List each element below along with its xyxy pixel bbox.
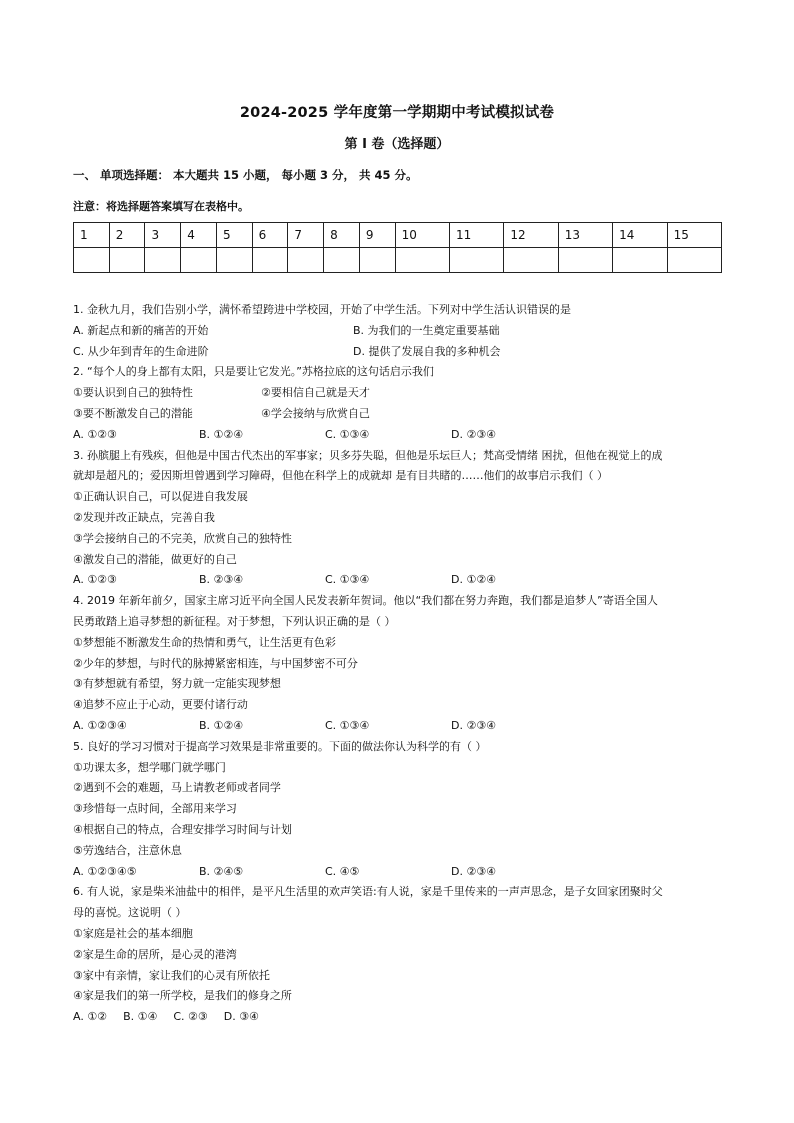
answer-number-cell: 2 (109, 223, 145, 248)
answer-number-cell: 10 (395, 223, 449, 248)
option-c: C. ④⑤ (325, 864, 360, 878)
statement: ②发现并改正缺点，完善自我 (73, 510, 215, 524)
option-d: D. ②③④ (451, 864, 497, 878)
statement: ③学会接纳自己的不完美，欣赏自己的独特性 (73, 531, 292, 545)
answer-number-cell: 6 (252, 223, 288, 248)
answer-number-cell: 15 (667, 223, 721, 248)
statement: ③家中有亲情，家让我们的心灵有所依托 (73, 968, 270, 982)
answer-table-header-row (74, 223, 722, 248)
answer-blank-cell[interactable] (504, 248, 558, 273)
answer-number-cell: 9 (359, 223, 395, 248)
question-options (73, 321, 723, 342)
statement: ④学会接纳与欣赏自己 (261, 406, 370, 420)
statement: ②家是生命的居所，是心灵的港湾 (73, 947, 237, 961)
question-options (73, 342, 723, 363)
statement: ①梦想能不断激发生命的热情和勇气，让生活更有色彩 (73, 635, 336, 649)
answer-number-cell: 11 (450, 223, 504, 248)
statement: ①功课太多，想学哪门就学哪门 (73, 760, 226, 774)
question-options (73, 425, 723, 446)
statement: ④激发自己的潜能，做更好的自己 (73, 552, 237, 566)
option-c: C. ①③④ (325, 718, 370, 732)
option-c: C. ①③④ (325, 573, 370, 587)
option-a: A. 新起点和新的痛苦的开始 (73, 323, 209, 337)
questions (73, 300, 723, 1028)
question-stem: 4. 2019 年新年前夕，国家主席习近平向全国人民发表新年贺词。他以“我们都在努力奔跑，我们都是追梦人”寄语全国人 (73, 594, 658, 608)
statement: ②少年的梦想，与时代的脉搏紧密相连，与中国梦密不可分 (73, 656, 358, 670)
answer-number-cell: 5 (216, 223, 252, 248)
answer-blank-cell[interactable] (216, 248, 252, 273)
statement-row (73, 404, 723, 425)
answer-blank-cell[interactable] (558, 248, 612, 273)
option-b: B. ①②④ (199, 427, 244, 441)
statement: ②遇到不会的难题，马上请教老师或者同学 (73, 781, 281, 795)
answer-number-cell: 7 (288, 223, 324, 248)
answer-blank-cell[interactable] (613, 248, 667, 273)
option-d: D. ②③④ (451, 427, 497, 441)
answer-blank-cell[interactable] (359, 248, 395, 273)
exam-subtitle: 第 I 卷（选择题） (344, 137, 450, 152)
statement: ①正确认识自己，可以促进自我发展 (73, 490, 248, 504)
option-c: C. ①③④ (325, 427, 370, 441)
question-stem: 5. 良好的学习习惯对于提高学习效果是非常重要的。下面的做法你认为科学的有（ ） (73, 739, 487, 753)
option-b: B. ①②④ (199, 718, 244, 732)
answer-blank-cell[interactable] (450, 248, 504, 273)
answer-table-blank-row (74, 248, 722, 273)
answer-note: 注意：将选择题答案填写在表格中。 (73, 200, 249, 213)
answer-blank-cell[interactable] (74, 248, 110, 273)
option-a: A. ①②③④⑤ (73, 864, 137, 878)
answer-blank-cell[interactable] (324, 248, 360, 273)
question-options (73, 716, 723, 737)
statement: ④追梦不应止于心动，更要付诸行动 (73, 698, 248, 712)
option-d: D. 提供了发展自我的多种机会 (353, 344, 501, 358)
statement: ①要认识到自己的独特性 (73, 386, 193, 400)
question-stem: 3. 孙膑腿上有残疾，但他是中国古代杰出的军事家；贝多芬失聪，但他是乐坛巨人；梵高受情绪 困扰，但他在视觉上的成 (73, 448, 663, 462)
question-stem: 2. “每个人的身上都有太阳，只是要让它发光。”苏格拉底的这句话启示我们 (73, 365, 434, 379)
answer-number-cell: 14 (613, 223, 667, 248)
statement-row (73, 383, 723, 404)
answer-blank-cell[interactable] (252, 248, 288, 273)
answer-table (73, 222, 722, 273)
answer-blank-cell[interactable] (109, 248, 145, 273)
answer-blank-cell[interactable] (181, 248, 217, 273)
statement: ④根据自己的特点，合理安排学习时间与计划 (73, 822, 292, 836)
statement: ⑤劳逸结合，注意休息 (73, 843, 182, 857)
option-c: C. 从少年到青年的生命进阶 (73, 344, 209, 358)
answer-number-cell: 8 (324, 223, 360, 248)
answer-number-cell: 3 (145, 223, 181, 248)
question-stem-cont: 就却是超凡的；爱因斯坦曾遇到学习障碍，但他在科学上的成就却 是有目共睹的……他们的故事启示我们（ ） (73, 469, 608, 483)
answer-blank-cell[interactable] (288, 248, 324, 273)
statement: ③有梦想就有希望，努力就一定能实现梦想 (73, 677, 281, 691)
answer-number-cell: 13 (558, 223, 612, 248)
answer-number-cell: 12 (504, 223, 558, 248)
option-a: A. ①②③ (73, 573, 117, 587)
option-d: D. ①②④ (451, 573, 497, 587)
option-d: D. ③④ (223, 1010, 259, 1024)
question-stem: 1. 金秋九月，我们告别小学，满怀希望跨进中学校园，开始了中学生活。下列对中学生活认识错误的是 (73, 303, 571, 316)
statement: ③珍惜每一点时间，全部用来学习 (73, 802, 237, 816)
question-stem-cont: 民勇敢踏上追寻梦想的新征程。对于梦想，下列认识正确的是（ ） (73, 614, 396, 628)
question-options (73, 1007, 723, 1028)
statement: ④家是我们的第一所学校，是我们的修身之所 (73, 989, 292, 1003)
option-a: A. ①②③ (73, 427, 117, 441)
answer-blank-cell[interactable] (145, 248, 181, 273)
question-stem-cont: 母的喜悦。这说明（ ） (73, 906, 187, 920)
statement: ③要不断激发自己的潜能 (73, 406, 193, 420)
option-c: C. ②③ (173, 1010, 208, 1024)
option-d: D. ②③④ (451, 718, 497, 732)
option-a: A. ①②③④ (73, 718, 127, 732)
answer-number-cell: 4 (181, 223, 217, 248)
option-b: B. ②③④ (199, 573, 244, 587)
answer-blank-cell[interactable] (395, 248, 449, 273)
option-b: B. 为我们的一生奠定重要基础 (353, 323, 500, 337)
option-b: B. ①④ (123, 1010, 158, 1024)
question-stem: 6. 有人说，家是柴米油盐中的相伴，是平凡生活里的欢声笑语:有人说，家是千里传来的一声声思念，是子女回家团聚时父 (73, 885, 663, 899)
question-options (73, 862, 723, 883)
section-heading: 一、 单项选择题： 本大题共 15 小题， 每小题 3 分， 共 45 分。 (73, 168, 418, 182)
statement: ①家庭是社会的基本细胞 (73, 926, 193, 940)
answer-number-cell: 1 (74, 223, 110, 248)
answer-blank-cell[interactable] (667, 248, 721, 273)
option-b: B. ②④⑤ (199, 864, 244, 878)
option-a: A. ①② (73, 1010, 108, 1024)
statement: ②要相信自己就是天才 (261, 386, 370, 400)
question-options (73, 570, 723, 591)
exam-title: 2024-2025 学年度第一学期期中考试模拟试卷 (239, 105, 555, 121)
